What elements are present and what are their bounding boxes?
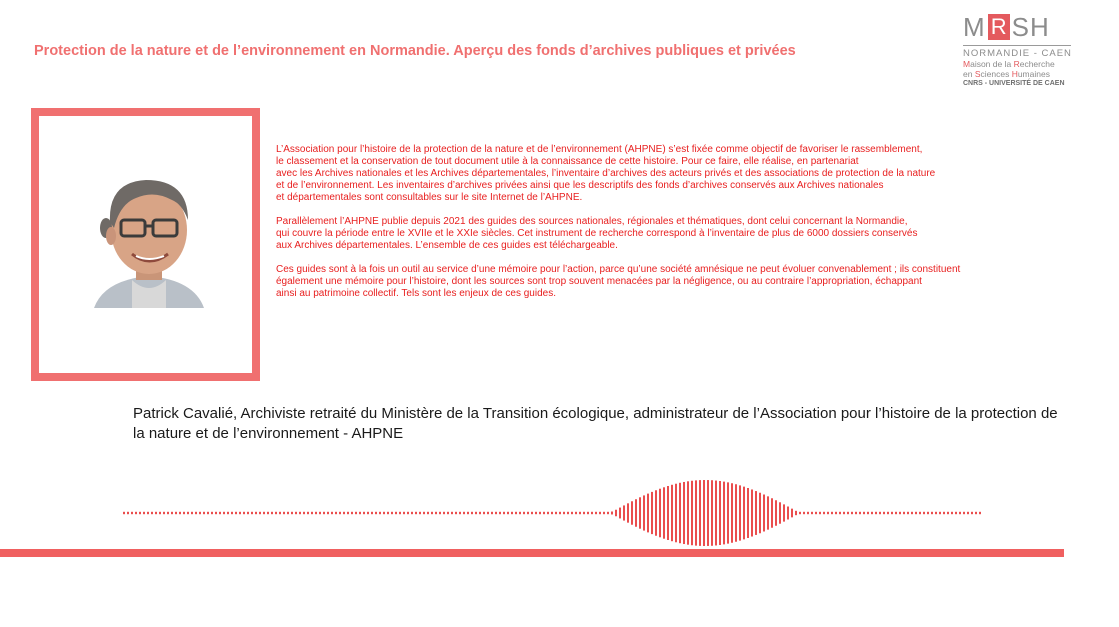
mrsh-logo [963, 12, 1078, 87]
logo-line-1: Maison de la Recherche [963, 59, 1055, 69]
page-title: Protection de la nature et de l’environnement en Normandie. Aperçu des fonds d’archives publiques et privées [34, 43, 796, 59]
waveform-bars [124, 480, 980, 546]
audio-waveform [120, 478, 986, 548]
logo-letter-m: M [963, 12, 986, 42]
logo-line-2: en Sciences Humaines [963, 69, 1050, 79]
paragraph-3: Ces guides sont à la fois un outil au service d’une mémoire pour l’action, parce qu’une société amnésique ne peut évoluer convenablement ; ils constituent également une mémoire pour l’histoire, dont les sources sont trop souvent menacées par la négligence, ou au contraire l’appropriation, échappant ainsi au patrimoine collectif. Tels sont les enjeux de ces guides. [276, 264, 961, 299]
paragraph-1: L’Association pour l’histoire de la protection de la nature et de l’environnement (AHPNE) s’est fixée comme objectif de favoriser le rassemblement, le classement et la conservation de tout document utile à la connaissance de cette histoire. Pour ce faire, elle réalise, en partenariat avec les Archives nationales et les Archives départementales, l’inventaire d’archives des acteurs privés et des associations de protection de la nature et de l’environnement. Les inventaires d’archives privées ainsi que les descriptifs des fonds d’archives conservés aux Archives nationales et départementales sont consultables sur le site Internet de l’AHPNE. [276, 144, 936, 203]
portrait-photo [84, 168, 214, 308]
bottom-accent-bar [0, 549, 1064, 557]
paragraph-2: Parallèlement l’AHPNE publie depuis 2021 des guides des sources nationales, régionales et thématiques, dont celui concernant la Normandie, qui couvre la période entre le XVIIe et le XXIe siècles. Cet instrument de recherche correspond à l’inventaire de plus de 6000 dossiers conservés aux Archives départementales. L’ensemble de ces guides est téléchargeable. [276, 216, 918, 251]
description-text [276, 144, 1111, 312]
logo-cnrs: CNRS - UNIVERSITÉ DE CAEN [963, 80, 1065, 87]
logo-region: NORMANDIE - CAEN [963, 48, 1072, 59]
logo-letters-sh: SH [1011, 12, 1050, 42]
logo-letter-r: R [988, 14, 1010, 40]
speaker-caption: Patrick Cavalié, Archiviste retraité du Ministère de la Transition écologique, administrateur de l’Association pour l’histoire de la protection de la nature et de l’environnement - AHPNE [133, 405, 1058, 442]
logo-divider [963, 45, 1071, 46]
logo-mark [963, 12, 1078, 42]
